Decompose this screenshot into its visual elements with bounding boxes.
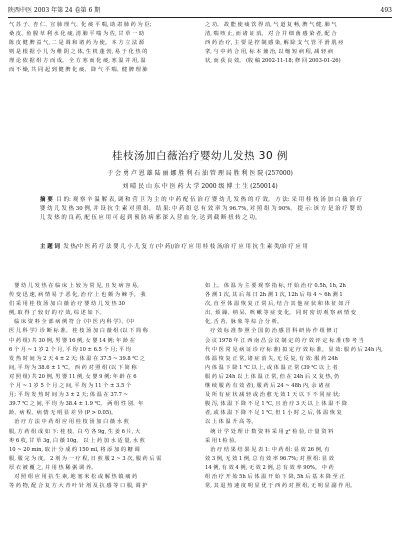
text-line: 化, 舌 苔、脉 象 等 综 合 分 析。 xyxy=(205,319,283,326)
text-line: 各 测 1 次, 其 后 每 日 2h 测 1 次, 12h 后 每 4 ~ 6h 测 1 xyxy=(205,292,343,299)
text-line: 医 儿 科 学》诊 断 标 准。 桂 枝 汤 加 白 薇 组 (以 下 简 称 xyxy=(9,328,148,335)
section-heading-line: 临 床 资 料 全 部 病 例 符 合《中 医 内 科 学》、《中 xyxy=(14,319,135,326)
text-line: 枣 6 枚, 甘 草 3g, 白 薇 10g。 以 上 药 加 水 适 量, 水 煎 xyxy=(9,437,145,444)
text-line: 者, 或 体 温 下 降 不 足 1 ℃, 但 1 小 时 之 后, 体 温 恢 复 xyxy=(205,410,342,417)
text-line: 继 续 服 药 有 效 者), 服 药 后 24 ~ 48h 内, 余 诸 症 xyxy=(205,383,331,390)
text-line: 厚 衣 被 覆 之, 并 用 热 稀 粥 调 养。 xyxy=(9,464,97,471)
text-line: 陈 皮 健 脾 益 气, 二 是 调 和 诸 药 为 使。 本 方 立 法 源 xyxy=(9,40,145,47)
text-line: 挛, 与 中 药 合 用, 标 本 兼 治, 以 缩 短 病 程, 减 轻 病 xyxy=(205,49,334,56)
text-line: 效 3 例, 无 效 1 例, 总 有 效 率 96.7%; 对 照 组: 显 效 xyxy=(205,455,334,462)
keywords-text: 发 热/中 医 药 疗 法 婴 儿 小 儿 复 方 (中 药)/治 疗 应 用 桂 枝 汤/治 疗 应 用 抗 生 素 类/治 疗 应 用 xyxy=(63,244,308,250)
text-line: 等 药 物, 配 合 复 方 大 青 叶 针 剂 及 抗 感 等 口 服, 调 护 xyxy=(9,483,148,490)
text-line: 们 采 用 桂 枝 汤 加 白 薇 治 疗 婴 幼 儿 发 热 30 xyxy=(9,301,125,308)
text-line: 内 体 温 下 降 1 ℃ 以 上, 或 体 温 正 常 (39 ℃ 以 上 者 xyxy=(205,364,338,371)
text-line: 龄、病 程、病 情 无 明 显 差 异 (P > 0.05)。 xyxy=(9,410,117,417)
text-line: 之 功。 故 能 使 痰 饮 得 消, 气 道 复 畅, 脾 气 健, 肺 气 xyxy=(205,22,337,28)
text-line: 6 个 月 ~ 1 岁 2 个 月, 平 均 10 ± 6.5 个 月; 平 均 xyxy=(9,346,131,353)
page-number: 493 xyxy=(380,7,392,14)
text-line: 理 论 依 据 组 方 而 成。 全 方 寒 而 化 痰, 寒 温 并 用, 温 xyxy=(9,58,146,65)
text-line: 而 不 燥, 共 同 起 到 健 脾 化 痰、 降 气 平 喘、健 脾 理 肺 xyxy=(9,67,148,74)
text-line: 西 药 治 疗, 主 要 是 控 制 感 染, 解 除 支 气 管 平 滑 肌 痉 xyxy=(205,40,344,47)
text-line: 出、烦 躁、纳 呆、咳 嗽 等 症 变 化。 同 时 密 切 观 察 病 情 变 xyxy=(205,310,356,317)
text-line: 10 ~ 20 min, 取 汁 分 成 约 150 ml, 将 添 加 的 糖 调 xyxy=(9,446,140,453)
text-line: 14 例, 有 效 4 例, 无 效 2 例, 总 有 效 率 90%。 中 药 xyxy=(205,464,334,471)
section-heading-line: 统 计 学 处 理 计 数 资 料 采 用 χ² 检 验, 计 量 资 料 xyxy=(210,428,334,435)
abstract-text: 目 的: 观 察 辛 温 解 表, 调 和 营 卫 为 主 的 中 药 配 伍 治 疗 婴 幼 儿 发 热 的 疗 效。 方 法: 采 用 桂 枝 汤 加 白 薇 治 疗 婴 幼 儿 发 热 30 例, 并 设 抗 生 素 对 照 组。 结 果: 中 药 组 总 有 效 率 为 96.7%, 对 照 组 为 90%。 提 示: 该 方 是 治 疗 婴 幼 儿 发 热 的 良 药, 配 伍 应 用 可 起 到 预 防 病 邪 深 入 营 血 分, 达 到 截 断 扭 转 之 功。 xyxy=(40,197,362,222)
text-line: 39.7 ℃ 之 间, 平 均 为 38.4 ± 1.9 ℃。 两 组 性 别、年 xyxy=(9,401,144,408)
keywords-label: 主 题 词 xyxy=(40,244,60,250)
text-line: 服 药 后 24h 以 上 体 温 正 常, 但 在 24h 后 又 复 热, 仍 xyxy=(205,373,340,380)
text-line: 个 月 ~ 1 岁 5 个 月 之 间, 平 均 为 11 个 ± 3.5 个 xyxy=(9,383,132,390)
text-line: 组 治 疗 开 始 5h 后 体 温 开 始 下 降, 5h 后 基 本 降 至 正 xyxy=(205,473,345,480)
text-line: 常, 其 退 热 速 度 明 显 优 于 西 药 对 照 组, 无 明 显 副 作 用。 xyxy=(205,483,356,490)
text-line: 会 议 1978 年 江 西 南 昌 会 议 制 定 的 疗 效 评 定 标 准 (参 考 当 xyxy=(205,337,364,344)
header-rule xyxy=(8,17,392,18)
authors-line-1: 于 会 勇 卢 恩 雄 陆 丽 娜 胜 利 石 油 管 理 局 胜 利 医 院 (257000) xyxy=(107,170,293,177)
text-line: 以 上 体 温 升 高 等。 xyxy=(205,419,257,426)
text-line: 体 温 恢 复 正 常, 诸 症 消 失, 无 反 复, 有 效: 服 药 24h xyxy=(205,355,338,362)
body-right-column xyxy=(205,282,391,491)
prev-article-left-column xyxy=(9,21,195,76)
abstract-label: 摘 要 xyxy=(40,197,53,203)
text-line: 采 用 t 检 验。 xyxy=(205,437,240,444)
text-line: 例, 取 得 了 较 好 的 疗 效, 综 述 如 下。 xyxy=(9,310,105,317)
prev-article-right-column xyxy=(205,21,391,66)
text-line: 及 所 有 症 状 减 轻 或 治 愈 无 效 1 天 以 下 不 同 症 状; xyxy=(205,392,340,399)
journal-citation: 陕西中医 2003 年第 24 卷第 6 期 xyxy=(8,7,101,14)
authors-line-2: 刘 晴 民 山 东 中 医 药 大 学 2000 级 博 士 生 (250014) xyxy=(122,183,278,190)
article-title: 桂枝汤加白薇治疗婴幼儿发热 30 例 xyxy=(111,150,289,162)
text-line: 清, 喘 咳 止, 而 诸 证 消。 对 合 并 细 菌 感 染 者, 配 合 xyxy=(205,31,337,38)
section-heading-line: 治 疗 方 法 中 药 组 应 用 桂 枝 汤 加 白 薇 水 煎 xyxy=(14,419,129,426)
text-line: 状, 而 获 良 效。 (收 稿 2002-11-18; 修 回 2003-01-26) xyxy=(205,58,341,65)
text-line: 中 药 组) 共 30 例, 男 婴 16 例, 女 婴 14 例; 年 龄 在 xyxy=(9,337,135,344)
text-line: 气 苏 子、杏 仁、宣 肺 理 气、化 痰 平 喘, 助 肃 肺 药 为 臣; xyxy=(9,22,152,28)
text-line: 次, 直 至 体 温 恢 复 正 常 后, 结 合 其 他 症 状 和 体 征 如 汗 xyxy=(205,301,351,308)
body-left-column xyxy=(9,282,195,491)
text-line: 腹 泻, 体 温 下 降 不 足 1 ℃, 且 治 疗 3 天 以 上 体 温 不 降 xyxy=(205,401,348,408)
text-line: 对 照 组) 共 20 例, 男 婴 11 例, 女 婴 9 例; 年 龄 在 6 xyxy=(9,373,137,380)
abstract xyxy=(40,196,362,224)
text-line: 传 变 迅 速, 病 情 易 于 恶 化, 治 疗 上 也 颇 为 棘 手。 我 xyxy=(9,292,146,299)
text-line: 代 中 医 常 见 病 证 诊 疗 标 准) 拟 定 疗 效 标 准。 显 效: 服 药 后 24h 内, xyxy=(205,346,383,353)
text-line: 服, 方 药 组 成 如 下: 桂 枝、白 芍 各 9g, 生 姜 6 片, 大 xyxy=(9,428,141,435)
keywords xyxy=(40,243,370,252)
text-line: 月; 平 均 发 热 时 间 为 3 ± 2 天; 体 温 在 37.7 ~ xyxy=(9,392,128,399)
text-line: 如 上。 体 温 为 主 要 观 察 指 标, 开 始 治 疗 0.5h, 1h, 2h xyxy=(205,283,346,289)
section-heading-line: 治 疗 结 果 结 果 见 表 1: 中 药 组: 显 效 26 例, 有 xyxy=(210,446,330,453)
text-line: 发 热 时 间 为 2 天 4 ± 2 天; 体 温 在 37.5 ~ 39.8 ℃ 之 xyxy=(9,355,145,362)
text-line: 则 是 根 据 小 儿 为 稚 阴 之 体, 生 机 蓬 勃, 易 于 化 热 的 xyxy=(9,49,148,56)
text-line: 间, 平 均 为 38.6 ± 1 ℃。 西 药 对 照 组 (以 下 简 称 xyxy=(9,364,137,371)
text-line: 服, 服 完 为 度。 2 剂 为 一 疗 程, 日 煎 服 2 ~ 3 次, 服 药 后 需 xyxy=(9,455,162,462)
text-line: 婴 幼 儿 发 热 在 临 床 上 较 为 常 见, 且 发 病 容 易, xyxy=(14,283,139,289)
running-header xyxy=(8,5,392,16)
section-heading-line: 疗 效 标 准 参 照 全 国 防 治 感 冒 科 研 协 作 组 修 订 xyxy=(210,328,339,335)
text-line: 对 照 组 应 用 抗 生 素, 地 塞 米 松 或 解 热 镇 痛 药 xyxy=(14,473,138,480)
text-line: 桑 皮、鱼 腥 草 利 水 化 痰, 清 肺 平 喘 为 佐, 甘 草 一 助 xyxy=(9,31,145,38)
